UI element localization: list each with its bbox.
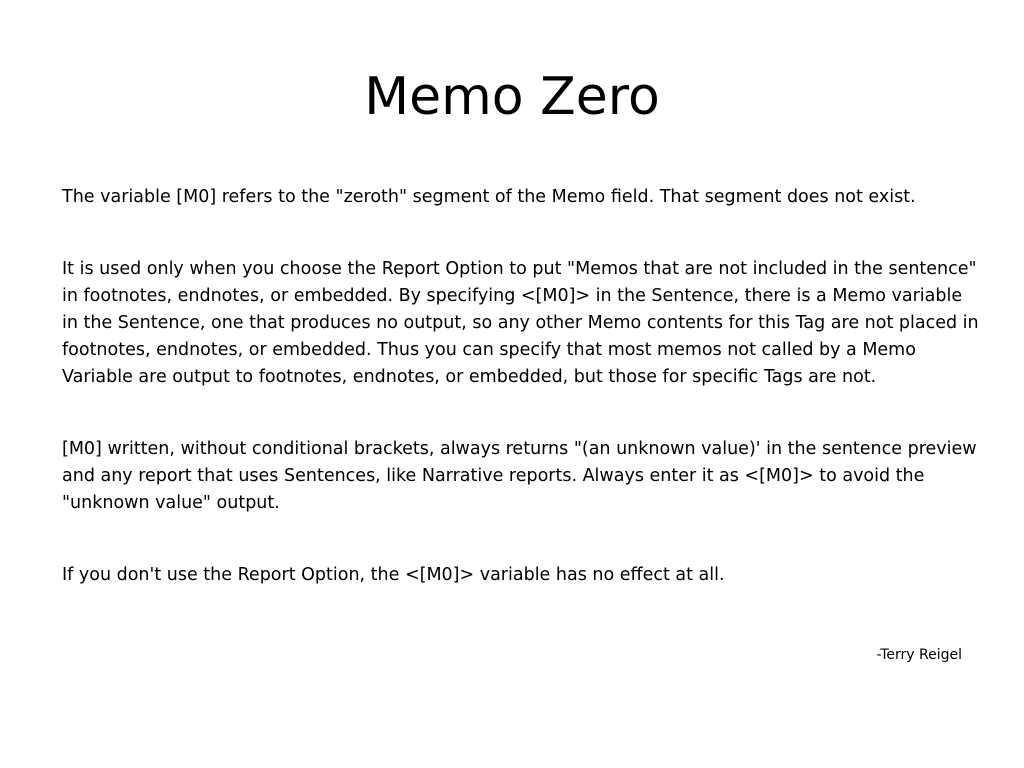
paragraph-4: If you don't use the Report Option, the <[M0]> variable has no effect at all. — [62, 565, 725, 585]
paragraph-2: It is used only when you choose the Report Option to put "Memos that are not included in the sentence" in footnotes, endnotes, or embedded. By specifying <[M0]> in the Sentence, there is a Memo variable in the Sentence, one that produces no output, so any other Memo contents for this Tag are not placed in footnotes, endnotes, or embedded. Thus you can specify that most memos not called by a Memo Variable are output to footnotes, endnotes, or embedded, but those for specific Tags are not. — [62, 259, 979, 387]
paragraph-1: The variable [M0] refers to the "zeroth" segment of the Memo field. That segment does not exist. — [62, 187, 916, 207]
slide-title: Memo Zero — [364, 67, 660, 127]
paragraph-3: [M0] written, without conditional brackets, always returns "(an unknown value)' in the sentence preview and any report that uses Sentences, like Narrative reports. Always enter it as <[M0]> to avoid the "unknown value" output. — [62, 439, 977, 513]
slide-body — [62, 184, 982, 589]
attribution: -Terry Reigel — [876, 647, 962, 663]
